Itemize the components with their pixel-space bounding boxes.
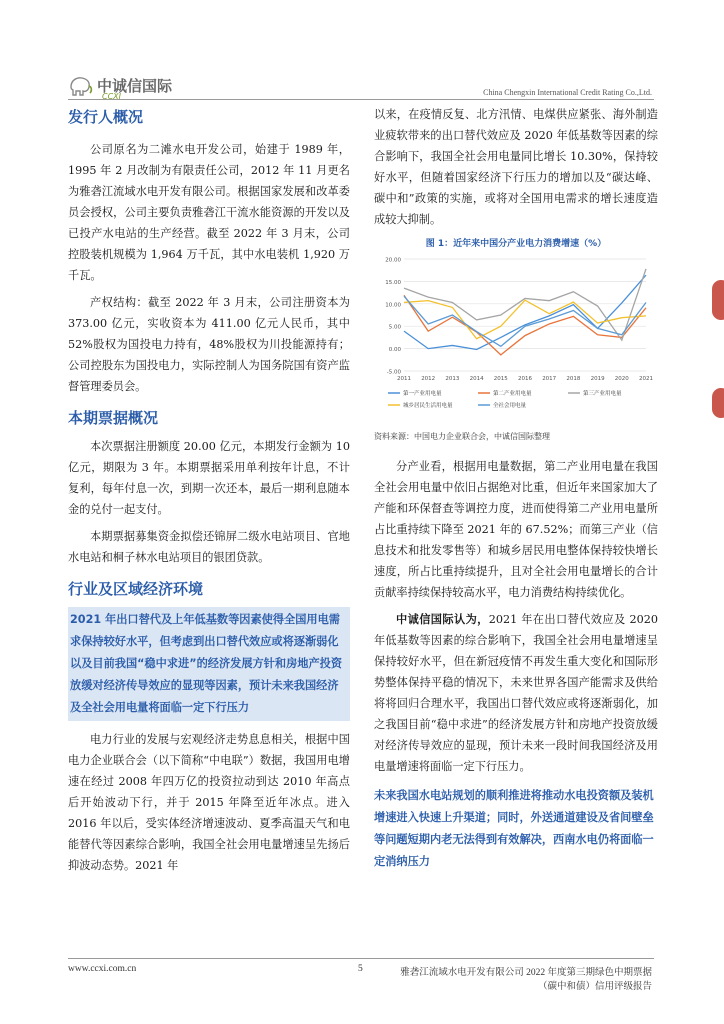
footer-divider [68, 958, 654, 959]
y-tick-label: -5.00 [386, 369, 401, 376]
x-tick-label: 2011 [397, 376, 411, 382]
elephant-logo-icon [68, 75, 94, 97]
footer-report-subtitle: （碳中和债）信用评级报告 [537, 982, 652, 992]
company-english-name: China Chengxin International Credit Rating Co.,Ltd. [483, 88, 652, 97]
ccxi-logo [68, 74, 188, 98]
x-tick-label: 2018 [566, 376, 581, 382]
footer-url[interactable]: www.ccxi.com.cn [68, 964, 137, 974]
footer-report-title: 雅砻江流域水电开发有限公司 2022 年度第三期绿色中期票据 [400, 968, 652, 978]
y-tick-label: 5.00 [388, 324, 401, 331]
section-title-industry: 行业及区域经济环境 [68, 580, 204, 598]
y-tick-label: 0.00 [388, 347, 401, 354]
hydro-highlight: 未来我国水电站规划的顺利推进将推动水电投资额及装机增速进入快速上升渠道；同时，外送通道建设及省间壁垒等问题短期内老无法得到有效解决，西南水电仍将面临一定消纳压力 [374, 789, 654, 868]
x-tick-label: 2019 [590, 376, 605, 382]
side-decoration [712, 280, 724, 320]
legend-label: 第三产业用电量 [583, 391, 622, 397]
issuer-paragraph-2: 产权结构：截至 2022 年 3 月末，公司注册资本为 373.00 亿元，实收资本为 411.00 亿元人民币，其中 52%股权为国投电力持有，48%股权为川投能源持有；公司控股东为国投电力，实际控制人为国务院国有资产监督管理委员会。 [68, 296, 350, 393]
x-tick-label: 2015 [493, 376, 508, 382]
legend-label: 第一产业用电量 [403, 391, 442, 397]
legend-label: 城乡居民生活用电量 [403, 403, 453, 409]
x-tick-label: 2017 [542, 376, 557, 382]
legend-label: 全社会用电量 [493, 403, 527, 409]
x-tick-label: 2016 [518, 376, 532, 382]
page-number: 5 [358, 964, 363, 974]
demand-paragraph: 以来，在疫情反复、北方汛情、电煤供应紧张、海外制造业疲软带来的出口替代效应及 2020 年低基数等因素的综合影响下，我国全社会用电量同比增长 10.30%，保持较好水平，但随着国家经济下行压力的增加以及“碳达峰、碳中和”政策的实施，或将对全国用电需求的增长速度造成较大抑制。 [374, 108, 658, 226]
left-column [68, 104, 350, 876]
section-title-issuer: 发行人概况 [68, 108, 144, 126]
industry-structure-paragraph: 分产业看，根据用电量数据，第二产业用电量在我国全社会用电量中依旧占据绝对比重，但近年来国家加大了产能和环保督查等调控力度，进而使得第二产业用电量所占比重持续下降至 2021 年的 67.52%；而第三产业（信息技术和批发零售等）和城乡居民用电整体保持较快增长速度，所占比重持续提升，且对全社会用电量增长的合计贡献率持续保持较高水平，电力消费结构持续优化。 [374, 460, 658, 599]
figure-title: 图 1：近年来中国分产业电力消费增速（%） [425, 239, 607, 249]
industry-highlight: 2021 年出口替代及上年低基数等因素使得全国用电需求保持较好水平，但考虑到出口替代效应或将逐渐弱化以及目前我国“稳中求进”的经济发展方针和房地产投资放缓对经济传导效应的显现等因素，预计未来我国经济及全社会用电量将面临一定下行压力 [68, 607, 350, 721]
issuer-paragraph-1: 公司原名为二滩水电开发公司，始建于 1989 年，1995 年 2 月改制为有限责任公司，2012 年 11 月更名为雅砻江流域水电开发有限公司。根据国家发展和改革委员会授权，公司主要负责雅砻江干流水能资源的开发以及已投产水电站的生产经营。截至 2022 年 3 月末，公司控股装机规模为 1,964 万千瓦，其中水电装机 1,920 万千瓦。 [68, 143, 350, 282]
logo-text: 中诚信国际 [97, 76, 173, 95]
x-tick-label: 2020 [614, 376, 629, 382]
notes-paragraph-2: 本期票据募集资金拟偿还锦屏二级水电站项目、官地水电站和桐子林水电站项目的银团贷款。 [68, 530, 350, 564]
notes-paragraph-1: 本次票据注册额度 20.00 亿元，本期发行金额为 10 亿元，期限为 3 年。本期票据采用单利按年计息，不计复利，每年付息一次，到期一次还本，最后一期利息随本金的兑付一起支付。 [68, 440, 350, 516]
side-decoration [712, 388, 724, 418]
series-line [404, 275, 646, 349]
ccxi-opinion-lead: 中诚信国际认为， [396, 612, 489, 626]
legend-label: 第二产业用电量 [493, 391, 532, 397]
x-tick-label: 2012 [421, 376, 436, 382]
x-tick-label: 2021 [639, 376, 653, 382]
figure-source: 资料来源：中国电力企业联合会，中诚信国际整理 [374, 432, 550, 441]
y-tick-label: 20.00 [385, 257, 401, 264]
section-title-notes: 本期票据概况 [68, 409, 159, 427]
right-column [374, 104, 658, 873]
x-tick-label: 2013 [445, 376, 460, 382]
y-tick-label: 15.00 [385, 279, 401, 286]
logo-sub: CCXI [102, 92, 122, 101]
y-tick-label: 10.00 [385, 302, 401, 309]
industry-paragraph-1: 电力行业的发展与宏观经济走势息息相关，根据中国电力企业联合会（以下简称“中电联”）数据，我国用电增速在经过 2008 年四万亿的投资拉动到达 2010 年高点后开始波动下行，并于 2015 年降至近年冰点。进入 2016 年以后，受实体经济增速波动、夏季高温天气和电能替代等因素综合影响，我国全社会用电量增速呈先扬后抑波动态势。2021 年 [68, 733, 350, 872]
ccxi-opinion-paragraph [374, 609, 658, 777]
ccxi-opinion-text: 2021 年在出口替代效应及 2020 年低基数等因素的综合影响下，我国全社会用电量增速呈保持较好水平，但在新冠疫情不再发生重大变化和国际形势整体保持平稳的情况下，未来世界各国产能需求及供给将将回归合理水平，我国出口替代效应或将逐渐弱化，加之我国目前“稳中求进”的经济发展方针和房地产投资放缓对经济传导效应的显现，预计未来一段时间我国经济及用电量增速将面临一定下行压力。 [374, 613, 658, 773]
x-tick-label: 2014 [469, 376, 484, 382]
electricity-growth-chart [374, 253, 658, 429]
header-divider [68, 99, 654, 100]
